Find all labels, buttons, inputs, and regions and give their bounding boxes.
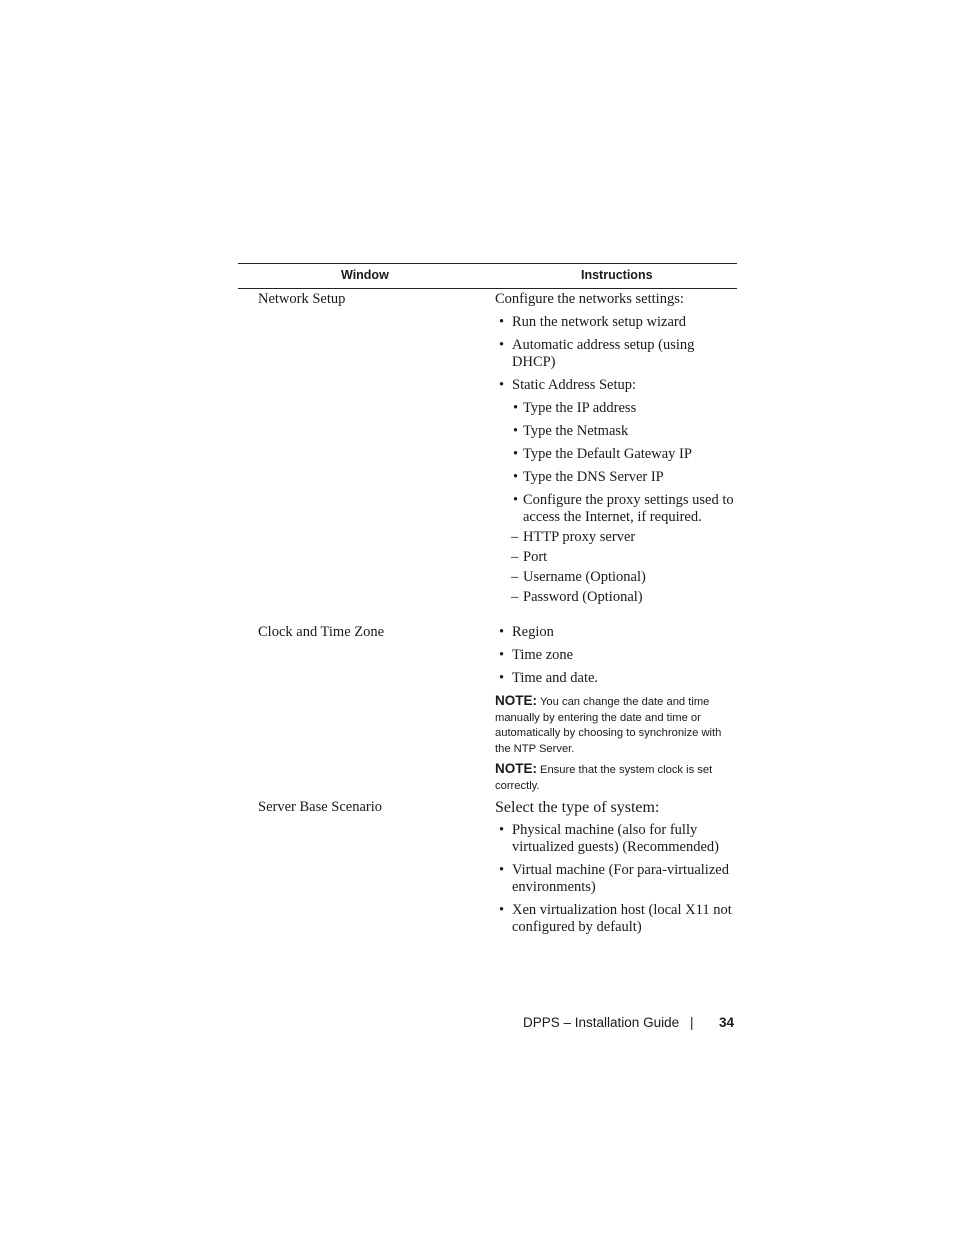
dash-icon: –: [511, 529, 519, 545]
list-item-text: Time and date.: [512, 670, 599, 686]
list-item-text: Time zone: [512, 647, 574, 663]
dash-list-item-text: Port: [523, 549, 548, 565]
bullet-icon: •: [513, 492, 519, 508]
table-row-server-base-scenario: [238, 799, 737, 949]
bullet-icon: •: [499, 902, 505, 918]
sub-list-item: [495, 492, 735, 526]
footer-title: DPPS – Installation Guide: [523, 1015, 680, 1030]
table-row-clock-time-zone: [238, 624, 737, 799]
dash-list-item: [495, 589, 735, 606]
sub-list-item-text: Type the DNS Server IP: [523, 469, 664, 485]
dash-icon: –: [511, 569, 519, 585]
instructions-network-setup: [495, 291, 735, 609]
list-item-text: Region: [512, 624, 554, 640]
dash-icon: –: [511, 549, 519, 565]
dash-list-item-text: HTTP proxy server: [523, 529, 636, 545]
page-number: 34: [719, 1015, 735, 1030]
list-item-text: Xen virtualization host (local X11 not configured by default): [512, 902, 732, 935]
bullet-icon: •: [513, 469, 519, 485]
header-window: Window: [341, 268, 389, 282]
bullet-icon: •: [499, 647, 505, 663]
note-text: Ensure that the system clock is set correctly.: [495, 764, 713, 792]
bullet-icon: •: [499, 670, 505, 686]
bullet-icon: •: [513, 446, 519, 462]
sub-list-item-text: Type the Netmask: [523, 423, 629, 439]
sub-list-item-text: Type the Default Gateway IP: [523, 446, 692, 462]
note-label: NOTE:: [495, 761, 537, 776]
list-item-text: Run the network setup wizard: [512, 314, 686, 330]
sub-list-item-text: Configure the proxy settings used to access the Internet, if required.: [523, 492, 734, 525]
window-clock-time-zone: Clock and Time Zone: [258, 624, 385, 640]
list-item: [495, 377, 735, 394]
list-item: [495, 670, 735, 687]
dash-list-item: [495, 529, 735, 546]
sub-list-item: [495, 469, 735, 486]
list-item: [495, 647, 735, 664]
list-item-text: Automatic address setup (using DHCP): [512, 337, 695, 370]
header-instructions: Instructions: [581, 268, 653, 282]
window-server-base-scenario: Server Base Scenario: [258, 799, 383, 815]
list-item-text: Physical machine (also for fully virtualized guests) (Recommended): [512, 822, 719, 855]
list-item: [495, 337, 735, 371]
bullet-icon: •: [499, 822, 505, 838]
instructions-table: [238, 263, 737, 949]
note-block: [495, 761, 735, 794]
intro-text: Select the type of system:: [495, 799, 660, 816]
list-item: [495, 822, 735, 856]
dash-list-item-text: Password (Optional): [523, 589, 643, 605]
sub-list-item: [495, 423, 735, 440]
bullet-icon: •: [499, 337, 505, 353]
sub-list-item-text: Type the IP address: [523, 400, 637, 416]
list-item-text: Static Address Setup:: [512, 377, 637, 393]
bullet-icon: •: [499, 624, 505, 640]
note-label: NOTE:: [495, 693, 537, 708]
list-item-text: Virtual machine (For para-virtualized environments): [512, 862, 729, 895]
note-block: [495, 693, 735, 757]
instructions-server-base-scenario: [495, 799, 735, 942]
window-network-setup: Network Setup: [258, 291, 346, 307]
bullet-icon: •: [499, 862, 505, 878]
sub-list-item: [495, 446, 735, 463]
table-row-network-setup: [238, 289, 737, 624]
list-item: [495, 902, 735, 936]
list-item: [495, 314, 735, 331]
list-item: [495, 862, 735, 896]
bullet-icon: •: [513, 400, 519, 416]
list-item: [495, 624, 735, 641]
intro-text: Configure the networks settings:: [495, 291, 684, 307]
bullet-icon: •: [499, 314, 505, 330]
sub-list-item: [495, 400, 735, 417]
bullet-icon: •: [499, 377, 505, 393]
dash-list-item-text: Username (Optional): [523, 569, 646, 585]
bullet-icon: •: [513, 423, 519, 439]
table-header-row: [238, 264, 737, 288]
dash-list-item: [495, 569, 735, 586]
footer-separator: |: [690, 1015, 694, 1030]
note-text: You can change the date and time manually by entering the date and time or automatically by choosing to synchronize with the NTP Server.: [495, 696, 722, 755]
instructions-clock-time-zone: [495, 624, 735, 798]
dash-icon: –: [511, 589, 519, 605]
dash-list-item: [495, 549, 735, 566]
